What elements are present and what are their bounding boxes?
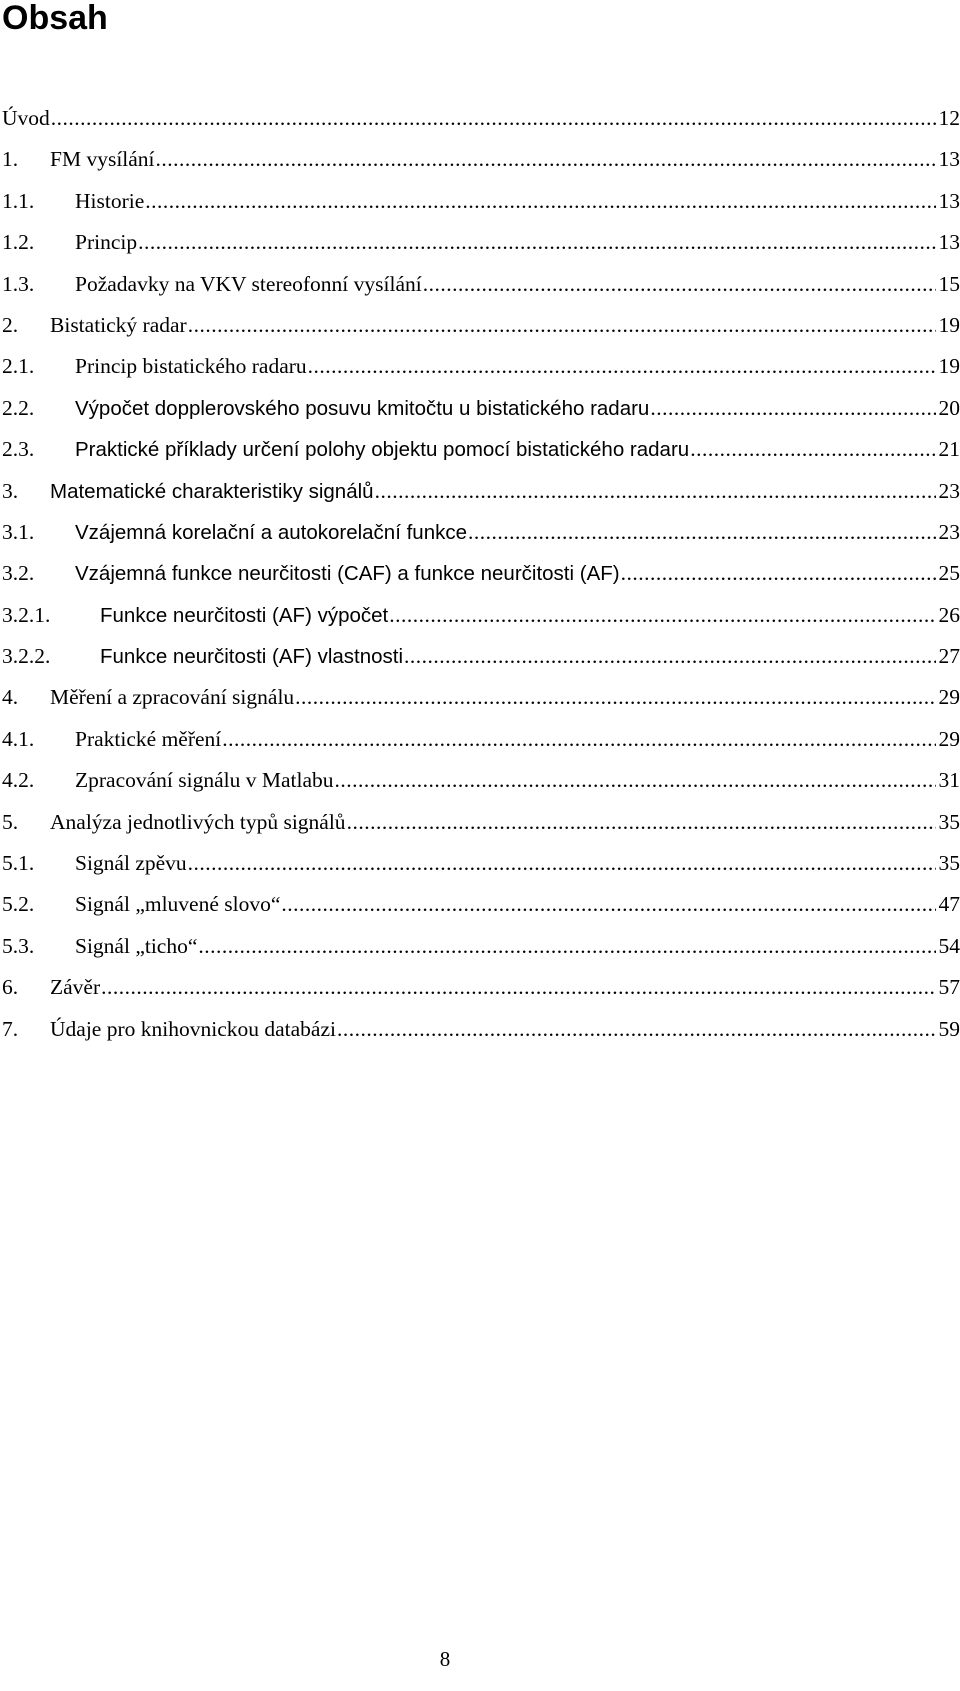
toc-entry-title: Praktické měření <box>75 726 222 751</box>
toc-entry-title: Vzájemná funkce neurčitosti (CAF) a funkce neurčitosti (AF) <box>75 562 620 586</box>
toc-entry-page: 35 <box>938 851 960 876</box>
toc-entry-page: 15 <box>938 271 960 296</box>
toc-entry-number: 7. <box>2 1016 19 1041</box>
toc-entry[interactable] <box>2 808 960 849</box>
toc-entry-title: Signál „ticho“ <box>75 933 198 958</box>
toc-entry-page: 47 <box>938 892 960 917</box>
page-title: Obsah <box>2 0 108 37</box>
toc-entry-title: Funkce neurčitosti (AF) vlastnosti <box>100 645 404 669</box>
toc-entry[interactable] <box>2 683 960 724</box>
toc-dot-leader <box>222 725 935 753</box>
toc-entry[interactable] <box>2 311 960 352</box>
toc-entry-title: Princip bistatického radaru <box>75 354 307 379</box>
toc-entry[interactable] <box>2 104 960 145</box>
toc-entry-number: 2.3. <box>2 437 35 462</box>
toc-entry-title: Měření a zpracování signálu <box>50 685 295 710</box>
table-of-contents <box>2 104 960 1056</box>
toc-entry-number: 5.2. <box>2 892 35 917</box>
toc-entry[interactable] <box>2 187 960 228</box>
toc-dot-leader <box>650 394 935 422</box>
toc-entry-number: 5. <box>2 809 19 834</box>
toc-dot-leader <box>188 849 936 877</box>
toc-entry[interactable] <box>2 352 960 393</box>
toc-entry[interactable] <box>2 145 960 186</box>
toc-dot-leader <box>337 1015 936 1043</box>
toc-entry[interactable] <box>2 228 960 269</box>
toc-entry-title: Historie <box>75 188 145 213</box>
toc-entry-number: 4. <box>2 685 19 710</box>
toc-entry[interactable] <box>2 559 960 600</box>
toc-dot-leader <box>156 145 936 173</box>
toc-entry-title: Úvod <box>2 106 50 130</box>
toc-entry-page: 19 <box>938 354 960 379</box>
toc-entry-page: 25 <box>938 561 960 586</box>
toc-entry-title: Matematické charakteristiky signálů <box>50 479 374 503</box>
toc-entry-page: 57 <box>938 975 960 1000</box>
toc-entry[interactable] <box>2 932 960 973</box>
toc-entry-number: 2.2. <box>2 395 35 420</box>
toc-dot-leader <box>404 642 935 670</box>
toc-entry-title: Závěr <box>50 975 101 1000</box>
toc-entry-number: 5.3. <box>2 933 35 958</box>
toc-entry[interactable] <box>2 725 960 766</box>
toc-entry-title: Výpočet dopplerovského posuvu kmitočtu u bistatického radaru <box>75 396 650 420</box>
toc-dot-leader <box>308 352 936 380</box>
toc-entry-number: 6. <box>2 975 19 1000</box>
toc-entry-page: 13 <box>938 147 960 172</box>
toc-entry[interactable] <box>2 642 960 683</box>
toc-entry-title: Vzájemná korelační a autokorelační funkce <box>75 520 468 544</box>
toc-entry[interactable] <box>2 601 960 642</box>
toc-entry-number: 4.1. <box>2 726 35 751</box>
toc-entry-page: 59 <box>938 1016 960 1041</box>
toc-entry-title: Praktické příklady určení polohy objektu pomocí bistatického radaru <box>75 438 690 462</box>
toc-dot-leader <box>281 890 935 918</box>
toc-entry-title: Signál zpěvu <box>75 851 187 876</box>
toc-entry-title: Funkce neurčitosti (AF) výpočet <box>100 603 389 627</box>
toc-entry-page: 23 <box>938 519 960 544</box>
toc-entry-number: 3. <box>2 478 19 503</box>
toc-dot-leader <box>621 559 936 587</box>
toc-dot-leader <box>188 311 936 339</box>
toc-entry-page: 29 <box>938 726 960 751</box>
toc-entry-number: 2.1. <box>2 354 35 379</box>
toc-dot-leader <box>145 187 935 215</box>
toc-entry-page: 19 <box>938 312 960 337</box>
toc-entry-page: 27 <box>938 644 960 669</box>
toc-entry-title: Analýza jednotlivých typů signálů <box>50 809 346 834</box>
toc-entry[interactable] <box>2 849 960 890</box>
toc-dot-leader <box>51 104 936 132</box>
toc-entry-title: Požadavky na VKV stereofonní vysílání <box>75 271 422 296</box>
toc-entry-title: Bistatický radar <box>50 312 187 337</box>
toc-entry-title: FM vysílání <box>50 147 155 172</box>
toc-entry-number: 1.1. <box>2 188 35 213</box>
toc-dot-leader <box>375 477 936 505</box>
toc-entry-page: 31 <box>938 768 960 793</box>
toc-dot-leader <box>101 973 935 1001</box>
toc-entry-number: 1. <box>2 147 19 172</box>
toc-entry-number: 3.2.2. <box>2 644 51 669</box>
toc-entry[interactable] <box>2 1015 960 1056</box>
toc-entry[interactable] <box>2 435 960 476</box>
toc-dot-leader <box>335 766 936 794</box>
toc-entry[interactable] <box>2 270 960 311</box>
toc-dot-leader <box>423 270 936 298</box>
toc-dot-leader <box>389 601 935 629</box>
toc-entry[interactable] <box>2 973 960 1014</box>
toc-dot-leader <box>690 435 935 463</box>
toc-entry-page: 23 <box>938 478 960 503</box>
toc-entry[interactable] <box>2 518 960 559</box>
toc-entry[interactable] <box>2 394 960 435</box>
toc-entry-number: 3.1. <box>2 519 35 544</box>
toc-entry-page: 26 <box>938 602 960 627</box>
toc-entry[interactable] <box>2 766 960 807</box>
toc-dot-leader <box>198 932 935 960</box>
toc-entry-page: 13 <box>938 230 960 255</box>
toc-dot-leader <box>295 683 935 711</box>
toc-dot-leader <box>468 518 935 546</box>
toc-entry-page: 13 <box>938 188 960 213</box>
toc-entry-number: 5.1. <box>2 851 35 876</box>
toc-entry-number: 3.2.1. <box>2 602 51 627</box>
page-number: 8 <box>439 1647 451 1671</box>
toc-entry-page: 12 <box>938 106 960 130</box>
toc-entry-page: 35 <box>938 809 960 834</box>
toc-entry-title: Zpracování signálu v Matlabu <box>75 768 334 793</box>
toc-entry-page: 54 <box>938 933 960 958</box>
toc-entry-number: 3.2. <box>2 561 35 586</box>
toc-entry-number: 4.2. <box>2 768 35 793</box>
toc-entry[interactable] <box>2 477 960 518</box>
toc-entry-number: 1.3. <box>2 271 35 296</box>
toc-entry-number: 1.2. <box>2 230 35 255</box>
toc-entry-page: 20 <box>938 395 960 420</box>
toc-entry-title: Signál „mluvené slovo“ <box>75 892 281 917</box>
toc-entry-page: 29 <box>938 685 960 710</box>
toc-entry-title: Princip <box>75 230 138 255</box>
toc-entry[interactable] <box>2 890 960 931</box>
toc-dot-leader <box>138 228 935 256</box>
toc-entry-page: 21 <box>938 437 960 462</box>
toc-dot-leader <box>347 808 936 836</box>
toc-entry-number: 2. <box>2 312 19 337</box>
toc-entry-title: Údaje pro knihovnickou databázi <box>50 1016 336 1041</box>
